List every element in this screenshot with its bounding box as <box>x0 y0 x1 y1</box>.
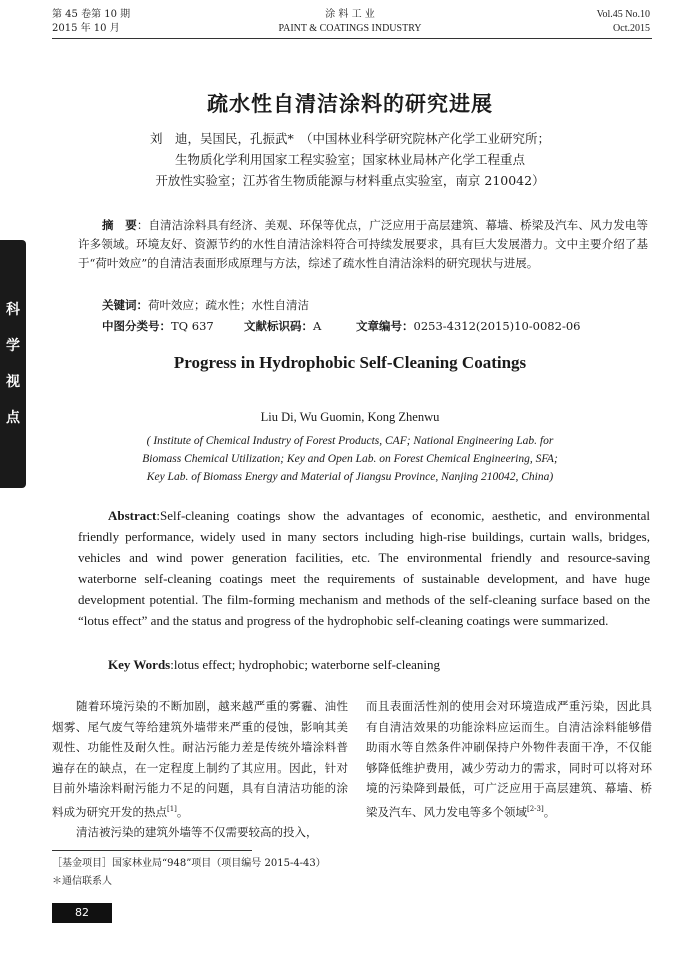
paper-title-cn: 疏水性自清洁涂料的研究进展 <box>207 92 493 116</box>
abstract-en-text: :Self-cleaning coatings show the advantages of economic, aesthetic, and environmental friendly performance, widely used in many sectors including high-rise buildings, curtain walls, bridges, vehicles and wind power generation facilities, etc. The environmental friendly and resource-saving waterborne self-cleaning coatings meet the requirements of sustainable development, and have huge development potential. The film-forming mechanism and methods of the self-cleaning surface based on the “lotus effect” and the status and progress of the hydrophobic self-cleaning coatings were summarized. <box>78 508 650 628</box>
body-left-paragraph-2: 清洁被污染的建筑外墙等不仅需要较高的投入， <box>76 824 318 839</box>
classification-article <box>356 317 580 335</box>
clc-value: TQ 637 <box>171 319 214 333</box>
footnote-rule <box>52 850 252 851</box>
classification-clc <box>102 317 214 335</box>
keywords-en-text: :lotus effect; hydrophobic; waterborne self-cleaning <box>170 657 441 672</box>
header-journal-cn: 涂 料 工 业 <box>325 9 375 20</box>
citation-ref: [1] <box>167 804 177 813</box>
header-journal-en: PAINT & COATINGS INDUSTRY <box>278 23 422 34</box>
affiliation-en <box>0 432 700 486</box>
keywords-cn-label: 关键词： <box>102 298 148 312</box>
body-left-p1-text: 随着环境污染的不断加剧，越来越严重的雾霾、油性烟雾、尾气废气等给建筑外墙带来严重的侵蚀，影响其美观性、功能性及耐久性。耐沾污能力差是传统外墙涂料普遍存在的缺点，在一定程度上制约了其应用。因此，针对目前外墙涂料耐污能力不足的问题，具有自清洁功能的涂料成为研究开发的热点 <box>52 699 348 819</box>
abstract-en <box>78 505 650 631</box>
header-date-en: Oct.2015 <box>613 23 650 34</box>
keywords-en-label: Key Words <box>108 657 171 672</box>
citation-ref: [2-3] <box>527 804 544 813</box>
article-number-value: 0253-4312(2015)10-0082-06 <box>413 319 581 333</box>
footnote-corresponding: ＊通信联系人 <box>52 876 112 887</box>
authors-affiliation-line-2: 生物质化学利用国家工程实验室；国家林业局林产化学工程重点 <box>174 152 525 167</box>
affiliation-en-line-3: Key Lab. of Biomass Energy and Material of Jiangsu Province, Nanjing 210042, China) <box>146 471 554 483</box>
body-right-column <box>366 696 652 822</box>
article-number-label: 文章编号： <box>356 319 414 333</box>
body-left-p1-end: 。 <box>176 804 189 819</box>
keywords-cn-text: 荷叶效应；疏水性；水性自清洁 <box>148 298 309 312</box>
affiliation-en-line-1: ( Institute of Chemical Industry of Forest Products, CAF; National Engineering Lab. for <box>146 435 554 447</box>
keywords-en <box>108 657 440 673</box>
side-tab-char-3: 视 <box>6 374 20 390</box>
side-tab-char-1: 科 <box>6 302 20 318</box>
page-number: 82 <box>52 903 112 923</box>
side-tab-char-4: 点 <box>6 410 20 426</box>
header-date-cn: 2015 年 10 月 <box>52 23 120 34</box>
abstract-en-label: Abstract <box>108 508 157 523</box>
affiliation-en-line-2: Biomass Chemical Utilization; Key and Open Lab. on Forest Chemical Engineering, SFA; <box>142 453 558 465</box>
doc-code-value: A <box>313 319 322 333</box>
body-right-p1-end: 。 <box>543 804 556 819</box>
body-left-paragraph-1 <box>52 696 348 822</box>
body-left-column <box>52 696 348 842</box>
footnote-fund: ［基金项目］国家林业局“948”项目（项目编号 2015-4-43） <box>52 858 326 869</box>
abstract-cn-text: ：自清洁涂料具有经济、美观、环保等优点，广泛应用于高层建筑、幕墙、桥梁及汽车、风力发电等许多领域。环境友好、资源节约的水性自清洁涂料符合可持续发展要求，具有巨大发展潜力。文中主要介绍了基于“荷叶效应”的自清洁表面形成原理与方法，综述了疏水性自清洁涂料的研究现状与进展。 <box>78 218 648 270</box>
header-volume-issue-cn: 第 45 卷第 10 期 <box>52 9 131 20</box>
authors-affiliation-line-1: 刘 迪，吴国民，孔振武* （中国林业科学研究院林产化学工业研究所； <box>149 131 550 146</box>
abstract-cn <box>78 216 648 273</box>
clc-label: 中图分类号： <box>102 319 171 333</box>
authors-affiliation-line-3: 开放性实验室；江苏省生物质能源与材料重点实验室，南京 210042） <box>155 173 545 188</box>
authors-en: Liu Di, Wu Guomin, Kong Zhenwu <box>260 410 440 424</box>
keywords-cn <box>102 296 309 314</box>
paper-title-en: Progress in Hydrophobic Self-Cleaning Coatings <box>173 353 527 372</box>
body-right-p1-text: 而且表面活性剂的使用会对环境造成严重污染，因此具有自清洁效果的功能涂料应运而生。自清洁涂料能够借助雨水等自然条件冲刷保持户外物件表面干净，不仅能够降低维护费用，减少劳动力的需求，同时可以将对环境的污染降到最低，可广泛应用于高层建筑、幕墙、桥梁及汽车、风力发电等多个领域 <box>366 699 652 819</box>
side-tab-char-2: 学 <box>6 338 20 354</box>
classification-doc <box>244 317 321 335</box>
abstract-cn-label: 摘 要 <box>102 218 137 232</box>
header-volume-issue-en: Vol.45 No.10 <box>596 9 650 20</box>
header-rule <box>52 38 652 39</box>
body-right-paragraph-1 <box>366 696 652 822</box>
doc-code-label: 文献标识码： <box>244 319 313 333</box>
